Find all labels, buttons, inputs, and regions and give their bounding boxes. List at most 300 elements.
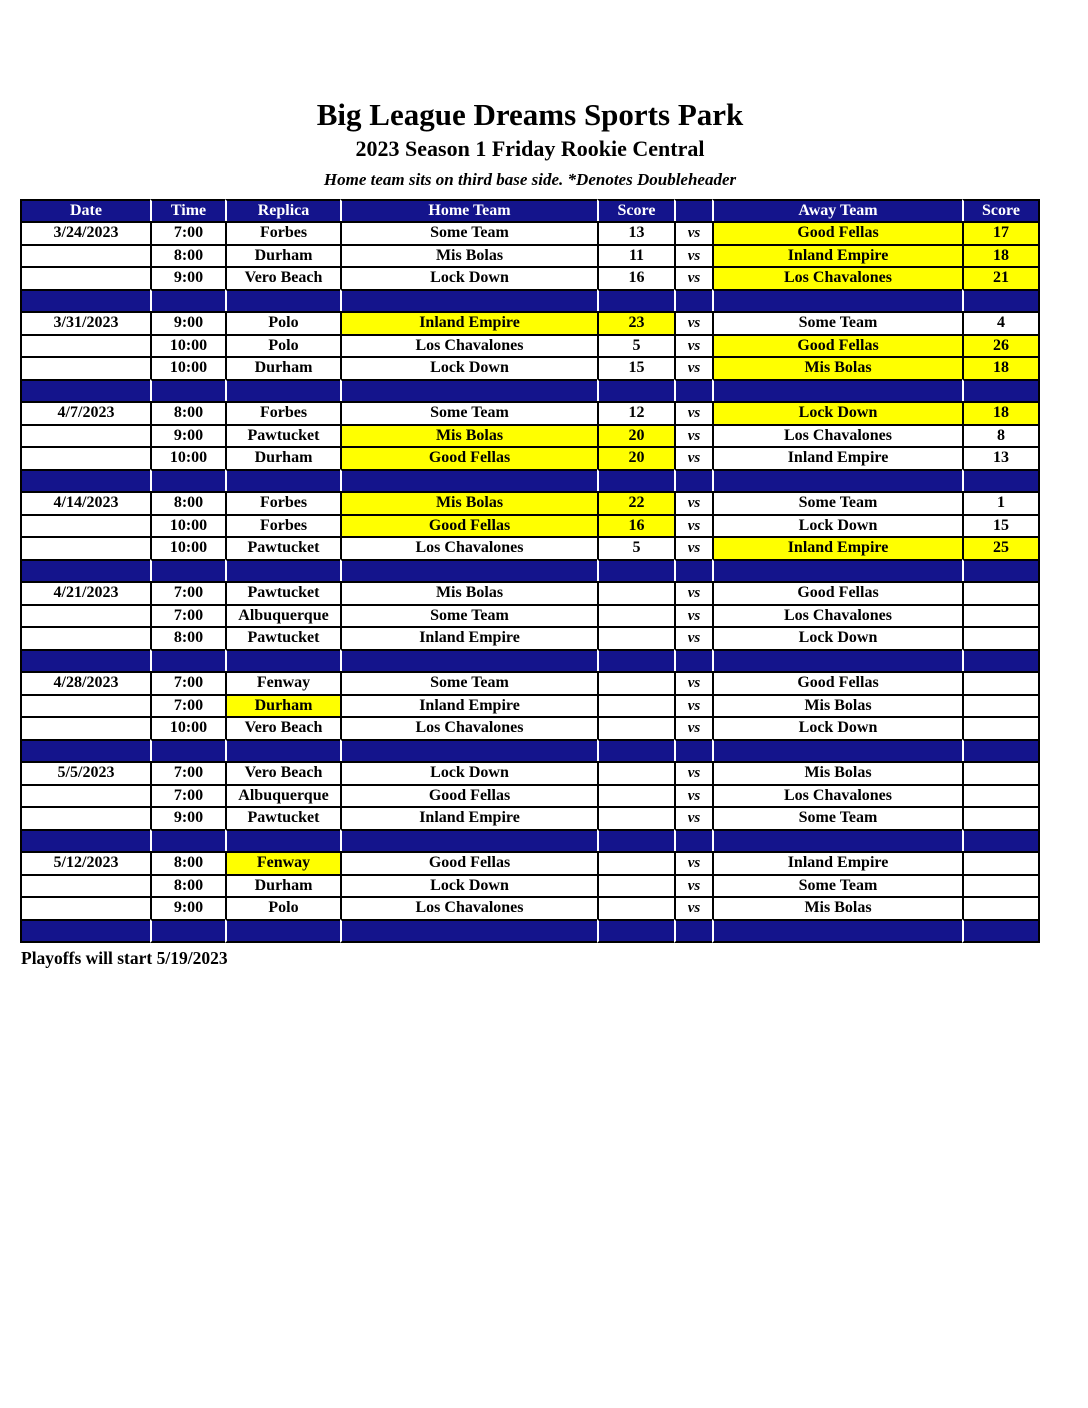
separator-cell bbox=[597, 379, 674, 402]
vs-cell: vs bbox=[674, 694, 712, 717]
vs-cell: vs bbox=[674, 311, 712, 334]
time-cell: 7:00 bbox=[150, 694, 225, 717]
away-team-cell: Some Team bbox=[712, 311, 962, 334]
date-cell: 4/7/2023 bbox=[20, 401, 150, 424]
away-team-cell: Some Team bbox=[712, 491, 962, 514]
separator-cell bbox=[597, 289, 674, 312]
game-row bbox=[20, 851, 1040, 874]
time-cell: 7:00 bbox=[150, 761, 225, 784]
home-score-cell: 22 bbox=[597, 491, 674, 514]
separator-cell bbox=[20, 829, 150, 852]
separator-cell bbox=[225, 829, 340, 852]
date-cell: 3/24/2023 bbox=[20, 221, 150, 244]
separator-cell bbox=[340, 469, 597, 492]
column-header-away-team: Away Team bbox=[712, 199, 962, 222]
vs-cell: vs bbox=[674, 581, 712, 604]
separator-cell bbox=[712, 289, 962, 312]
separator-cell bbox=[150, 559, 225, 582]
header-row bbox=[20, 199, 1040, 222]
vs-cell: vs bbox=[674, 266, 712, 289]
home-score-cell bbox=[597, 851, 674, 874]
away-team-cell: Some Team bbox=[712, 806, 962, 829]
vs-cell: vs bbox=[674, 806, 712, 829]
home-team-cell: Lock Down bbox=[340, 266, 597, 289]
date-cell: 4/14/2023 bbox=[20, 491, 150, 514]
replica-cell: Pawtucket bbox=[225, 806, 340, 829]
home-team-cell: Lock Down bbox=[340, 761, 597, 784]
separator-cell bbox=[962, 379, 1040, 402]
vs-cell: vs bbox=[674, 244, 712, 267]
away-team-cell: Inland Empire bbox=[712, 446, 962, 469]
title-block bbox=[20, 98, 1040, 190]
away-team-cell: Lock Down bbox=[712, 716, 962, 739]
vs-cell: vs bbox=[674, 604, 712, 627]
away-score-cell bbox=[962, 671, 1040, 694]
away-score-cell bbox=[962, 716, 1040, 739]
home-team-cell: Mis Bolas bbox=[340, 244, 597, 267]
date-cell bbox=[20, 356, 150, 379]
separator-row bbox=[20, 469, 1040, 492]
away-team-cell: Mis Bolas bbox=[712, 896, 962, 919]
separator-cell bbox=[712, 379, 962, 402]
away-score-cell: 25 bbox=[962, 536, 1040, 559]
replica-cell: Albuquerque bbox=[225, 604, 340, 627]
away-team-cell: Inland Empire bbox=[712, 851, 962, 874]
vs-cell: vs bbox=[674, 896, 712, 919]
separator-cell bbox=[225, 739, 340, 762]
game-row bbox=[20, 784, 1040, 807]
schedule-table-body bbox=[20, 199, 1040, 944]
home-score-cell: 11 bbox=[597, 244, 674, 267]
game-row bbox=[20, 604, 1040, 627]
separator-cell bbox=[674, 289, 712, 312]
home-score-cell: 13 bbox=[597, 221, 674, 244]
replica-cell: Pawtucket bbox=[225, 536, 340, 559]
home-score-cell: 16 bbox=[597, 266, 674, 289]
separator-cell bbox=[150, 649, 225, 672]
away-score-cell: 21 bbox=[962, 266, 1040, 289]
game-row bbox=[20, 536, 1040, 559]
game-row bbox=[20, 356, 1040, 379]
separator-cell bbox=[962, 559, 1040, 582]
page-title: Big League Dreams Sports Park bbox=[316, 97, 744, 132]
time-cell: 9:00 bbox=[150, 806, 225, 829]
separator-cell bbox=[150, 289, 225, 312]
replica-cell: Fenway bbox=[225, 851, 340, 874]
separator-cell bbox=[597, 559, 674, 582]
home-team-cell: Los Chavalones bbox=[340, 716, 597, 739]
vs-cell: vs bbox=[674, 514, 712, 537]
date-cell bbox=[20, 334, 150, 357]
home-score-cell bbox=[597, 694, 674, 717]
date-cell bbox=[20, 536, 150, 559]
home-score-cell bbox=[597, 784, 674, 807]
away-score-cell bbox=[962, 626, 1040, 649]
separator-cell bbox=[712, 649, 962, 672]
away-team-cell: Good Fellas bbox=[712, 581, 962, 604]
separator-cell bbox=[150, 379, 225, 402]
separator-cell bbox=[340, 289, 597, 312]
separator-cell bbox=[340, 649, 597, 672]
home-team-cell: Inland Empire bbox=[340, 694, 597, 717]
home-team-cell: Good Fellas bbox=[340, 446, 597, 469]
away-score-cell: 26 bbox=[962, 334, 1040, 357]
separator-cell bbox=[225, 469, 340, 492]
separator-cell bbox=[340, 919, 597, 944]
separator-cell bbox=[150, 919, 225, 944]
away-team-cell: Good Fellas bbox=[712, 221, 962, 244]
home-team-cell: Some Team bbox=[340, 604, 597, 627]
replica-cell: Polo bbox=[225, 334, 340, 357]
replica-cell: Durham bbox=[225, 694, 340, 717]
vs-cell: vs bbox=[674, 536, 712, 559]
game-row bbox=[20, 401, 1040, 424]
home-score-cell bbox=[597, 716, 674, 739]
date-cell bbox=[20, 446, 150, 469]
game-row bbox=[20, 266, 1040, 289]
replica-cell: Albuquerque bbox=[225, 784, 340, 807]
away-score-cell: 17 bbox=[962, 221, 1040, 244]
home-score-cell: 16 bbox=[597, 514, 674, 537]
separator-row bbox=[20, 829, 1040, 852]
away-team-cell: Lock Down bbox=[712, 514, 962, 537]
game-row bbox=[20, 446, 1040, 469]
vs-cell: vs bbox=[674, 761, 712, 784]
home-score-cell bbox=[597, 604, 674, 627]
away-score-cell bbox=[962, 896, 1040, 919]
home-score-cell bbox=[597, 874, 674, 897]
separator-cell bbox=[597, 649, 674, 672]
home-team-cell: Mis Bolas bbox=[340, 581, 597, 604]
away-score-cell bbox=[962, 851, 1040, 874]
separator-cell bbox=[674, 649, 712, 672]
replica-cell: Forbes bbox=[225, 491, 340, 514]
date-cell bbox=[20, 266, 150, 289]
replica-cell: Durham bbox=[225, 244, 340, 267]
replica-cell: Forbes bbox=[225, 514, 340, 537]
separator-cell bbox=[712, 829, 962, 852]
replica-cell: Fenway bbox=[225, 671, 340, 694]
replica-cell: Pawtucket bbox=[225, 581, 340, 604]
column-header-vs-spacer bbox=[674, 199, 712, 222]
separator-cell bbox=[20, 919, 150, 944]
home-score-cell bbox=[597, 806, 674, 829]
away-score-cell bbox=[962, 604, 1040, 627]
time-cell: 9:00 bbox=[150, 266, 225, 289]
time-cell: 7:00 bbox=[150, 784, 225, 807]
separator-cell bbox=[225, 289, 340, 312]
column-header-home-team: Home Team bbox=[340, 199, 597, 222]
home-score-cell bbox=[597, 761, 674, 784]
game-row bbox=[20, 694, 1040, 717]
game-row bbox=[20, 716, 1040, 739]
time-cell: 10:00 bbox=[150, 446, 225, 469]
away-team-cell: Lock Down bbox=[712, 401, 962, 424]
separator-cell bbox=[712, 919, 962, 944]
away-team-cell: Mis Bolas bbox=[712, 356, 962, 379]
time-cell: 8:00 bbox=[150, 491, 225, 514]
date-cell: 5/12/2023 bbox=[20, 851, 150, 874]
away-team-cell: Inland Empire bbox=[712, 244, 962, 267]
away-team-cell: Lock Down bbox=[712, 626, 962, 649]
home-score-cell bbox=[597, 626, 674, 649]
home-team-cell: Mis Bolas bbox=[340, 491, 597, 514]
separator-cell bbox=[20, 649, 150, 672]
time-cell: 10:00 bbox=[150, 514, 225, 537]
away-score-cell: 18 bbox=[962, 401, 1040, 424]
vs-cell: vs bbox=[674, 221, 712, 244]
home-score-cell: 5 bbox=[597, 536, 674, 559]
separator-cell bbox=[150, 829, 225, 852]
column-header-replica: Replica bbox=[225, 199, 340, 222]
playoffs-note: Playoffs will start 5/19/2023 bbox=[21, 948, 228, 969]
date-cell bbox=[20, 424, 150, 447]
separator-cell bbox=[225, 379, 340, 402]
game-row bbox=[20, 514, 1040, 537]
home-team-cell: Inland Empire bbox=[340, 806, 597, 829]
home-team-note: Home team sits on third base side. *Denotes Doubleheader bbox=[323, 170, 737, 190]
date-cell bbox=[20, 874, 150, 897]
away-score-cell: 18 bbox=[962, 244, 1040, 267]
separator-cell bbox=[20, 289, 150, 312]
schedule-table bbox=[20, 199, 1040, 944]
date-cell: 5/5/2023 bbox=[20, 761, 150, 784]
away-team-cell: Good Fellas bbox=[712, 334, 962, 357]
away-team-cell: Good Fellas bbox=[712, 671, 962, 694]
home-team-cell: Mis Bolas bbox=[340, 424, 597, 447]
away-team-cell: Mis Bolas bbox=[712, 761, 962, 784]
separator-cell bbox=[20, 739, 150, 762]
away-team-cell: Los Chavalones bbox=[712, 784, 962, 807]
home-team-cell: Some Team bbox=[340, 671, 597, 694]
date-cell bbox=[20, 784, 150, 807]
replica-cell: Vero Beach bbox=[225, 266, 340, 289]
separator-row bbox=[20, 739, 1040, 762]
separator-cell bbox=[962, 289, 1040, 312]
separator-cell bbox=[674, 379, 712, 402]
column-header-date: Date bbox=[20, 199, 150, 222]
separator-cell bbox=[20, 379, 150, 402]
separator-cell bbox=[340, 829, 597, 852]
away-score-cell: 13 bbox=[962, 446, 1040, 469]
separator-cell bbox=[20, 469, 150, 492]
away-team-cell: Los Chavalones bbox=[712, 604, 962, 627]
time-cell: 9:00 bbox=[150, 896, 225, 919]
time-cell: 8:00 bbox=[150, 851, 225, 874]
separator-row bbox=[20, 649, 1040, 672]
time-cell: 8:00 bbox=[150, 244, 225, 267]
vs-cell: vs bbox=[674, 446, 712, 469]
game-row bbox=[20, 806, 1040, 829]
time-cell: 8:00 bbox=[150, 626, 225, 649]
game-row bbox=[20, 626, 1040, 649]
replica-cell: Vero Beach bbox=[225, 761, 340, 784]
replica-cell: Forbes bbox=[225, 401, 340, 424]
time-cell: 9:00 bbox=[150, 311, 225, 334]
home-score-cell: 15 bbox=[597, 356, 674, 379]
home-team-cell: Good Fellas bbox=[340, 851, 597, 874]
date-cell: 4/21/2023 bbox=[20, 581, 150, 604]
vs-cell: vs bbox=[674, 671, 712, 694]
away-score-cell bbox=[962, 694, 1040, 717]
separator-row bbox=[20, 289, 1040, 312]
time-cell: 10:00 bbox=[150, 536, 225, 559]
game-row bbox=[20, 896, 1040, 919]
separator-cell bbox=[150, 469, 225, 492]
home-team-cell: Good Fellas bbox=[340, 784, 597, 807]
home-score-cell bbox=[597, 896, 674, 919]
separator-cell bbox=[150, 739, 225, 762]
separator-cell bbox=[340, 379, 597, 402]
separator-row bbox=[20, 379, 1040, 402]
replica-cell: Durham bbox=[225, 874, 340, 897]
separator-cell bbox=[225, 919, 340, 944]
home-score-cell: 20 bbox=[597, 424, 674, 447]
home-score-cell bbox=[597, 581, 674, 604]
replica-cell: Polo bbox=[225, 311, 340, 334]
separator-cell bbox=[962, 919, 1040, 944]
date-cell bbox=[20, 716, 150, 739]
time-cell: 7:00 bbox=[150, 581, 225, 604]
vs-cell: vs bbox=[674, 356, 712, 379]
replica-cell: Vero Beach bbox=[225, 716, 340, 739]
away-score-cell: 15 bbox=[962, 514, 1040, 537]
home-team-cell: Los Chavalones bbox=[340, 334, 597, 357]
separator-cell bbox=[674, 559, 712, 582]
vs-cell: vs bbox=[674, 424, 712, 447]
away-score-cell bbox=[962, 581, 1040, 604]
separator-row bbox=[20, 559, 1040, 582]
date-cell bbox=[20, 694, 150, 717]
date-cell: 3/31/2023 bbox=[20, 311, 150, 334]
vs-cell: vs bbox=[674, 851, 712, 874]
separator-cell bbox=[674, 739, 712, 762]
vs-cell: vs bbox=[674, 626, 712, 649]
game-row bbox=[20, 221, 1040, 244]
separator-cell bbox=[674, 919, 712, 944]
separator-cell bbox=[962, 829, 1040, 852]
date-cell bbox=[20, 244, 150, 267]
separator-cell bbox=[225, 559, 340, 582]
home-score-cell: 23 bbox=[597, 311, 674, 334]
home-team-cell: Some Team bbox=[340, 401, 597, 424]
game-row bbox=[20, 334, 1040, 357]
vs-cell: vs bbox=[674, 716, 712, 739]
separator-cell bbox=[597, 469, 674, 492]
separator-cell bbox=[962, 739, 1040, 762]
vs-cell: vs bbox=[674, 874, 712, 897]
separator-cell bbox=[597, 919, 674, 944]
home-score-cell bbox=[597, 671, 674, 694]
vs-cell: vs bbox=[674, 784, 712, 807]
away-team-cell: Inland Empire bbox=[712, 536, 962, 559]
replica-cell: Durham bbox=[225, 356, 340, 379]
column-header-time: Time bbox=[150, 199, 225, 222]
home-team-cell: Los Chavalones bbox=[340, 536, 597, 559]
replica-cell: Pawtucket bbox=[225, 424, 340, 447]
away-score-cell: 8 bbox=[962, 424, 1040, 447]
game-row bbox=[20, 244, 1040, 267]
away-team-cell: Mis Bolas bbox=[712, 694, 962, 717]
separator-cell bbox=[674, 469, 712, 492]
game-row bbox=[20, 581, 1040, 604]
vs-cell: vs bbox=[674, 401, 712, 424]
game-row bbox=[20, 311, 1040, 334]
replica-cell: Forbes bbox=[225, 221, 340, 244]
date-cell bbox=[20, 896, 150, 919]
column-header-score-away: Score bbox=[962, 199, 1040, 222]
home-team-cell: Some Team bbox=[340, 221, 597, 244]
column-header-score: Score bbox=[597, 199, 674, 222]
vs-cell: vs bbox=[674, 334, 712, 357]
date-cell bbox=[20, 626, 150, 649]
separator-cell bbox=[962, 469, 1040, 492]
time-cell: 10:00 bbox=[150, 716, 225, 739]
game-row bbox=[20, 424, 1040, 447]
game-row bbox=[20, 761, 1040, 784]
separator-cell bbox=[597, 739, 674, 762]
away-team-cell: Some Team bbox=[712, 874, 962, 897]
time-cell: 7:00 bbox=[150, 221, 225, 244]
vs-cell: vs bbox=[674, 491, 712, 514]
away-score-cell bbox=[962, 874, 1040, 897]
home-team-cell: Good Fellas bbox=[340, 514, 597, 537]
date-cell bbox=[20, 806, 150, 829]
away-score-cell bbox=[962, 806, 1040, 829]
home-team-cell: Inland Empire bbox=[340, 311, 597, 334]
separator-cell bbox=[340, 739, 597, 762]
time-cell: 9:00 bbox=[150, 424, 225, 447]
time-cell: 10:00 bbox=[150, 334, 225, 357]
separator-cell bbox=[597, 829, 674, 852]
date-cell: 4/28/2023 bbox=[20, 671, 150, 694]
home-team-cell: Lock Down bbox=[340, 874, 597, 897]
time-cell: 7:00 bbox=[150, 671, 225, 694]
game-row bbox=[20, 874, 1040, 897]
date-cell bbox=[20, 604, 150, 627]
home-score-cell: 5 bbox=[597, 334, 674, 357]
separator-cell bbox=[340, 559, 597, 582]
separator-row bbox=[20, 919, 1040, 944]
home-score-cell: 12 bbox=[597, 401, 674, 424]
separator-cell bbox=[712, 559, 962, 582]
date-cell bbox=[20, 514, 150, 537]
game-row bbox=[20, 491, 1040, 514]
replica-cell: Pawtucket bbox=[225, 626, 340, 649]
away-score-cell bbox=[962, 784, 1040, 807]
away-score-cell bbox=[962, 761, 1040, 784]
home-score-cell: 20 bbox=[597, 446, 674, 469]
separator-cell bbox=[712, 469, 962, 492]
page-subtitle: 2023 Season 1 Friday Rookie Central bbox=[355, 136, 705, 162]
replica-cell: Durham bbox=[225, 446, 340, 469]
away-score-cell: 18 bbox=[962, 356, 1040, 379]
separator-cell bbox=[674, 829, 712, 852]
away-score-cell: 1 bbox=[962, 491, 1040, 514]
away-team-cell: Los Chavalones bbox=[712, 266, 962, 289]
away-team-cell: Los Chavalones bbox=[712, 424, 962, 447]
time-cell: 8:00 bbox=[150, 401, 225, 424]
time-cell: 7:00 bbox=[150, 604, 225, 627]
separator-cell bbox=[712, 739, 962, 762]
time-cell: 8:00 bbox=[150, 874, 225, 897]
separator-cell bbox=[20, 559, 150, 582]
home-team-cell: Inland Empire bbox=[340, 626, 597, 649]
replica-cell: Polo bbox=[225, 896, 340, 919]
time-cell: 10:00 bbox=[150, 356, 225, 379]
separator-cell bbox=[962, 649, 1040, 672]
game-row bbox=[20, 671, 1040, 694]
